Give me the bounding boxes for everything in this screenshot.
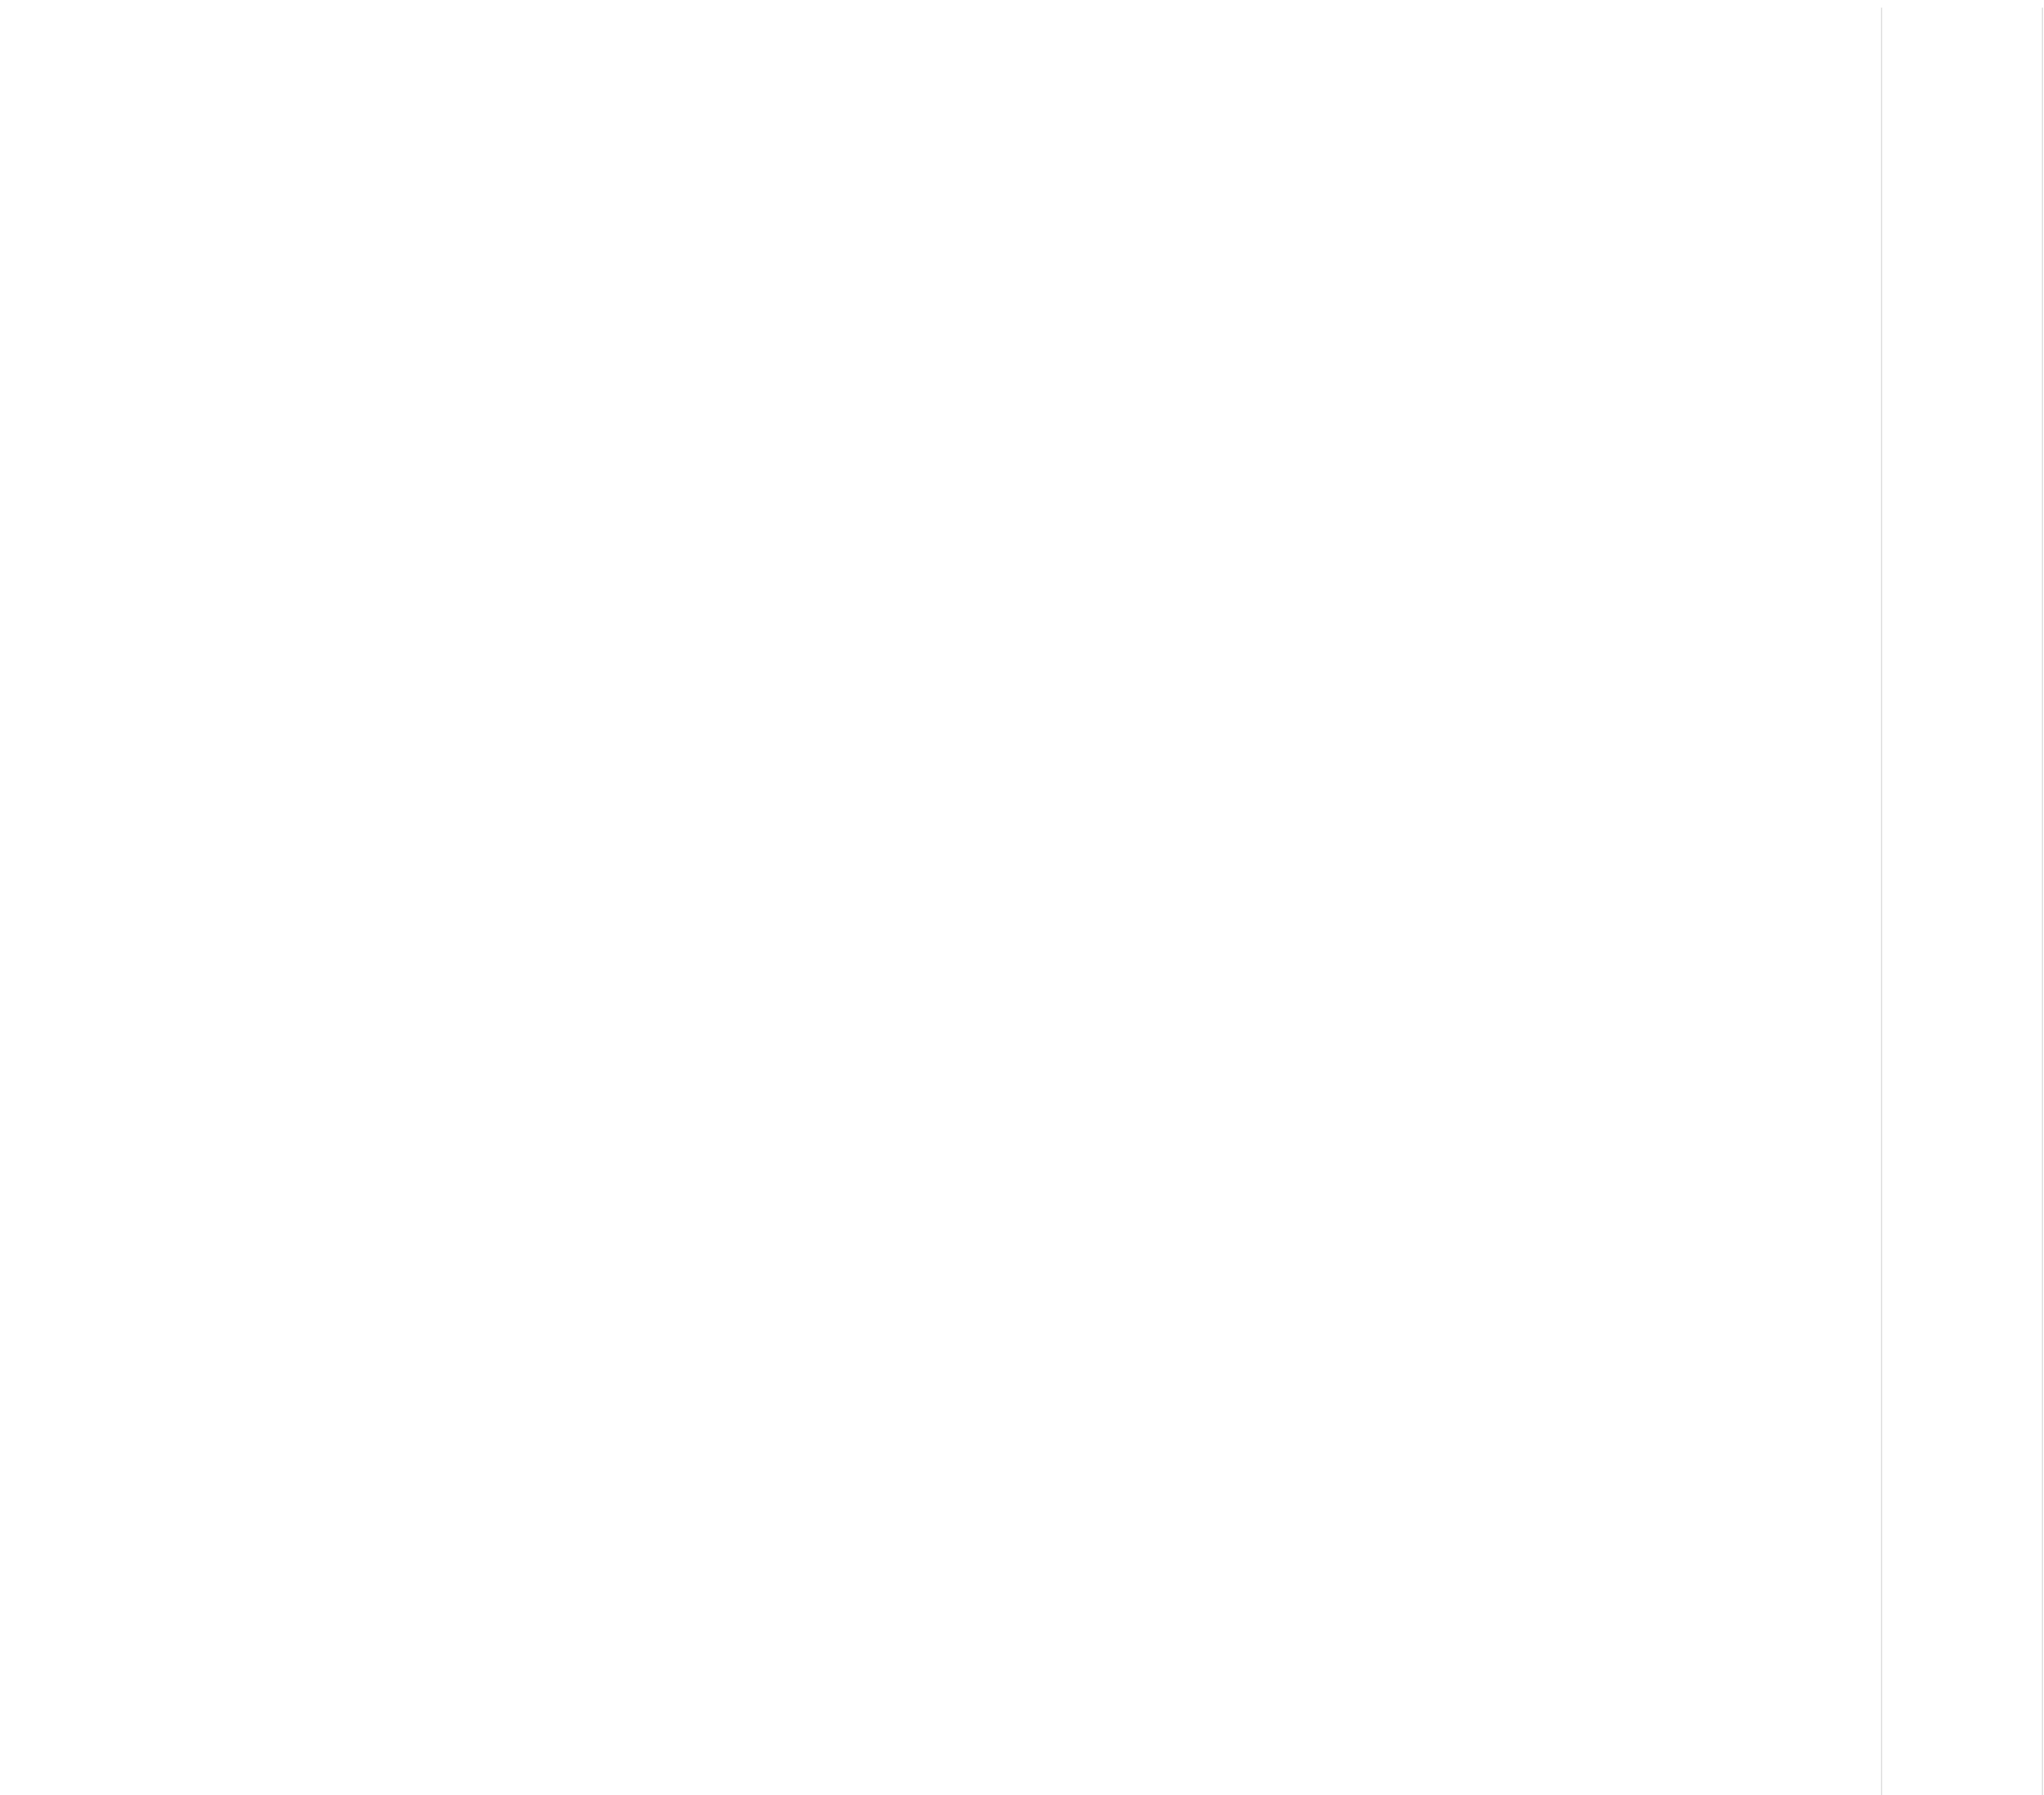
sheet-gridline: [1881, 0, 1882, 1795]
cropped-top-edge: [0, 0, 2044, 8]
sheet-gridline: [2042, 0, 2043, 1795]
